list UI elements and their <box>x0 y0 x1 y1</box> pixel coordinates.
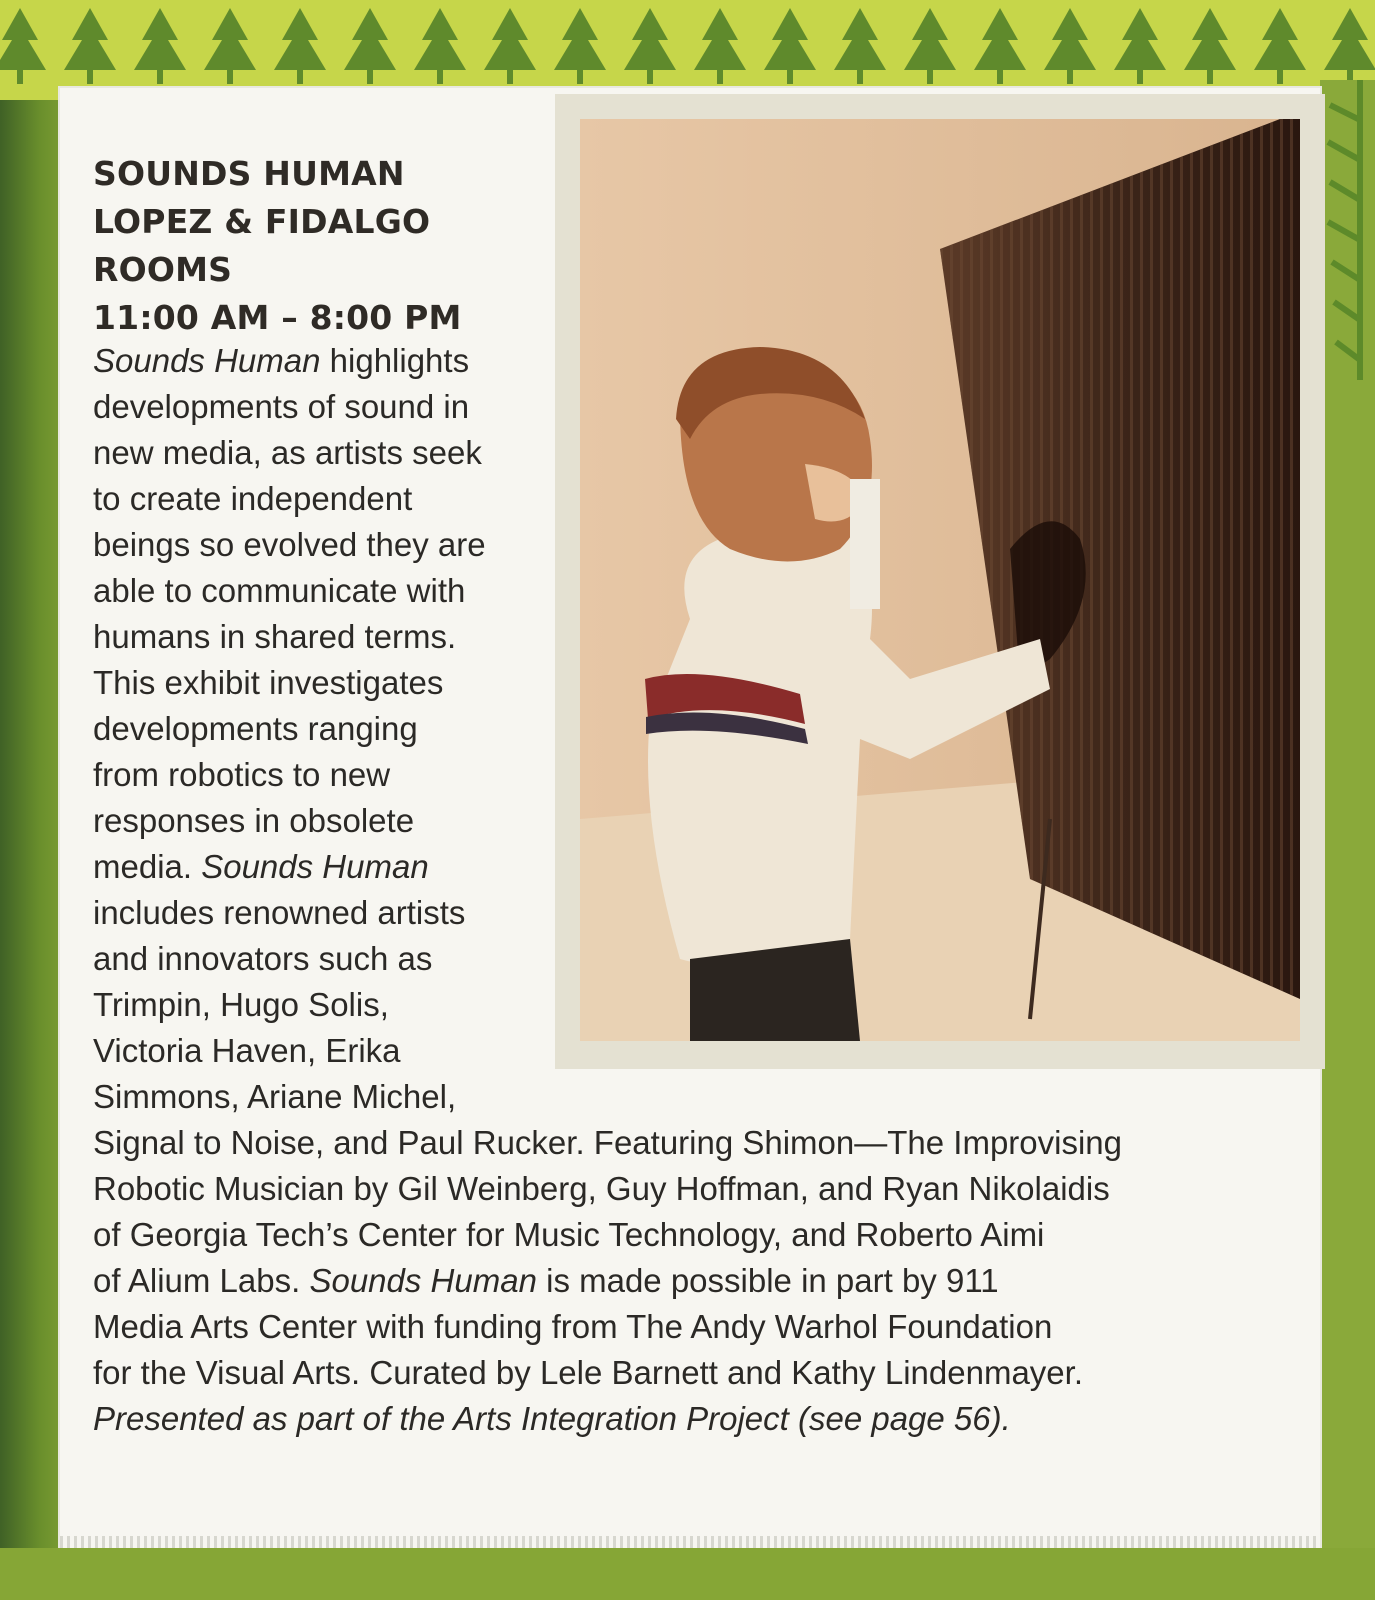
tree-trunk <box>857 70 863 84</box>
body-line <box>93 614 563 660</box>
footer-strip <box>0 1548 1375 1600</box>
body-line <box>93 844 563 890</box>
body-text: humans in shared terms. <box>93 618 457 655</box>
body-text: highlights <box>320 342 470 379</box>
body-line <box>93 660 563 706</box>
body-line <box>93 430 563 476</box>
heading-location-cont: ROOMS <box>93 250 233 289</box>
italic-title: Sounds Human <box>309 1262 537 1299</box>
tree-trunk <box>17 70 23 84</box>
body-text: Media Arts Center with funding from The Andy Warhol Foundation <box>93 1308 1053 1345</box>
tree-trunk <box>367 70 373 84</box>
body-text: new media, as artists seek <box>93 434 482 471</box>
body-text: to create independent <box>93 480 413 517</box>
tree-shape <box>204 8 256 70</box>
fern-decoration <box>1320 80 1375 1600</box>
article-body-narrow <box>93 338 563 1120</box>
body-line <box>93 706 563 752</box>
italic-title: Sounds Human <box>93 342 321 379</box>
body-text: developments ranging <box>93 710 418 747</box>
article-heading <box>93 150 553 342</box>
article-body-wide <box>93 1120 1293 1442</box>
body-line <box>93 752 563 798</box>
tree-shape <box>1324 8 1375 70</box>
body-text: is made possible in part by 911 <box>536 1262 999 1299</box>
heading-title: SOUNDS HUMAN <box>93 154 405 193</box>
tree-trunk <box>1207 70 1213 84</box>
body-text: from robotics to new <box>93 756 391 793</box>
tree-shape <box>624 8 676 70</box>
exhibit-photo <box>580 119 1300 1041</box>
body-line <box>93 982 563 1028</box>
tree-trunk <box>507 70 513 84</box>
body-text: and innovators such as <box>93 940 433 977</box>
tree-shape <box>904 8 956 70</box>
tree-trunk <box>437 70 443 84</box>
tree-trunk <box>1277 70 1283 84</box>
italic-title: Sounds Human <box>201 848 429 885</box>
heading-time: 11:00 AM – 8:00 PM <box>93 298 462 337</box>
italic-title: Presented as part of the Arts Integration Project (see page 56). <box>93 1400 1011 1437</box>
body-text: developments of sound in <box>93 388 470 425</box>
tree-trunk <box>157 70 163 84</box>
body-line <box>93 384 563 430</box>
tree-trunk <box>577 70 583 84</box>
body-line <box>93 568 563 614</box>
body-text: includes renowned artists <box>93 894 466 931</box>
tree-shape <box>694 8 746 70</box>
body-line <box>93 936 563 982</box>
tree-shape <box>1254 8 1306 70</box>
body-text: Robotic Musician by Gil Weinberg, Guy Hoffman, and Ryan Nikolaidis <box>93 1170 1110 1207</box>
body-text: Victoria Haven, Erika <box>93 1032 401 1069</box>
tree-pattern <box>0 0 1375 100</box>
tree-trunk <box>787 70 793 84</box>
body-line <box>93 1166 1293 1212</box>
body-line <box>93 338 563 384</box>
body-text: of Georgia Tech’s Center for Music Technology, and Roberto Aimi <box>93 1216 1045 1253</box>
body-line <box>93 798 563 844</box>
tree-shape <box>484 8 536 70</box>
tree-shape <box>274 8 326 70</box>
right-band <box>1320 80 1375 1600</box>
body-line <box>93 522 563 568</box>
body-line <box>93 1258 1293 1304</box>
heading-location: LOPEZ & FIDALGO <box>93 202 431 241</box>
top-band <box>0 0 1375 100</box>
tree-trunk <box>717 70 723 84</box>
panel-bottom-rule <box>60 1536 1320 1548</box>
body-line <box>93 1396 1293 1442</box>
tree-trunk <box>297 70 303 84</box>
tree-trunk <box>227 70 233 84</box>
body-text: responses in obsolete <box>93 802 415 839</box>
tree-trunk <box>997 70 1003 84</box>
tree-shape <box>1184 8 1236 70</box>
tree-shape <box>764 8 816 70</box>
body-line <box>93 1074 563 1120</box>
body-text: Signal to Noise, and Paul Rucker. Featuring Shimon—The Improvising <box>93 1124 1123 1161</box>
body-line <box>93 476 563 522</box>
body-line <box>93 1212 1293 1258</box>
article-panel <box>60 88 1320 1548</box>
body-text: media. <box>93 848 202 885</box>
body-line <box>93 890 563 936</box>
tree-shape <box>834 8 886 70</box>
tree-trunk <box>1137 70 1143 84</box>
tree-trunk <box>1067 70 1073 84</box>
tree-trunk <box>87 70 93 84</box>
tree-shape <box>554 8 606 70</box>
tree-shape <box>64 8 116 70</box>
tree-trunk <box>647 70 653 84</box>
tree-shape <box>134 8 186 70</box>
tree-shape <box>974 8 1026 70</box>
tree-shape <box>344 8 396 70</box>
tree-shape <box>1044 8 1096 70</box>
body-text: beings so evolved they are <box>93 526 486 563</box>
tree-shape <box>1114 8 1166 70</box>
body-line <box>93 1028 563 1074</box>
tree-shape <box>0 8 46 70</box>
tree-shape <box>414 8 466 70</box>
body-line <box>93 1350 1293 1396</box>
photo-frame <box>555 94 1325 1069</box>
body-text: Simmons, Ariane Michel, <box>93 1078 457 1115</box>
body-line <box>93 1120 1293 1166</box>
body-text: of Alium Labs. <box>93 1262 310 1299</box>
body-text: This exhibit investigates <box>93 664 444 701</box>
body-text: able to communicate with <box>93 572 466 609</box>
tree-trunk <box>927 70 933 84</box>
body-text: Trimpin, Hugo Solis, <box>93 986 389 1023</box>
body-text: for the Visual Arts. Curated by Lele Barnett and Kathy Lindenmayer. <box>93 1354 1083 1391</box>
body-line <box>93 1304 1293 1350</box>
